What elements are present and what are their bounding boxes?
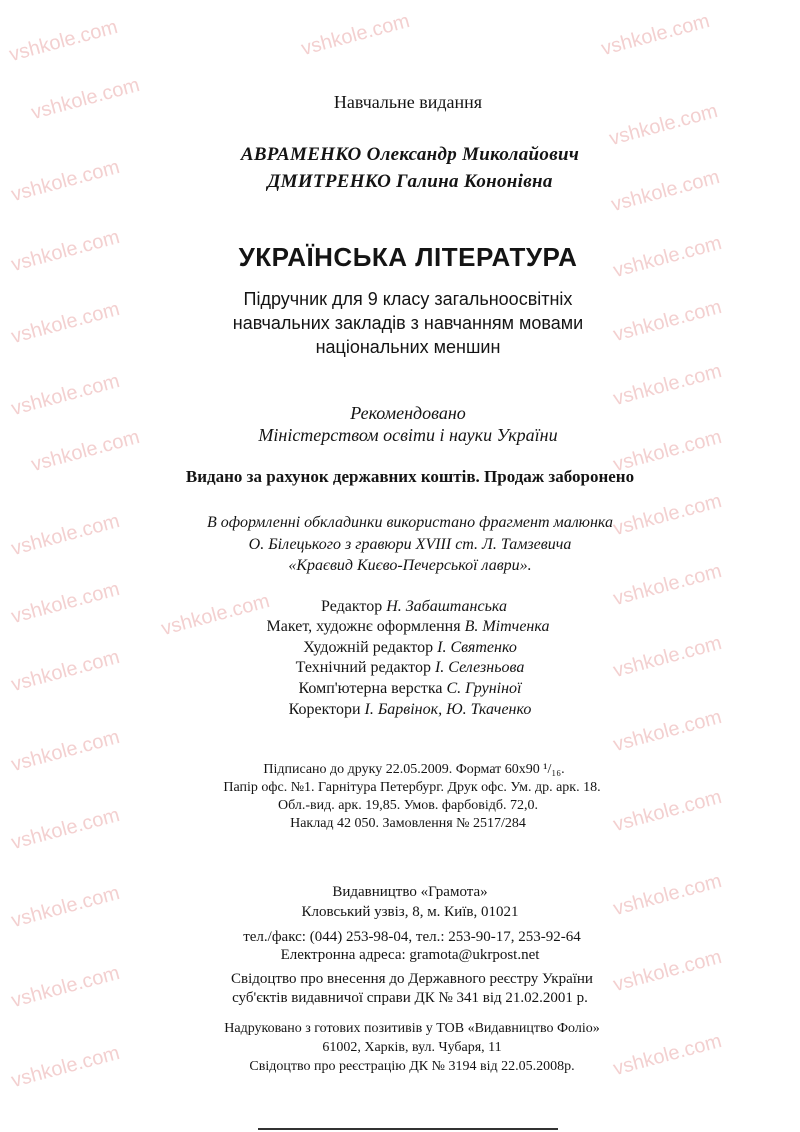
credit-role: Технічний редактор [295,659,431,676]
watermark: vshkole.com [610,232,724,283]
watermark: vshkole.com [610,1030,724,1081]
subtitle-line-2: навчальних закладів з навчанням мовами [232,313,584,333]
publisher-registry-2: суб'єктів видавничої справи ДК № 341 від 21.02.2001 р. [232,990,588,1006]
credit-person: В. Мітченка [464,618,550,635]
publisher-name: Видавництво «Грамота» [332,884,488,900]
watermark: vshkole.com [610,296,724,347]
publisher-registry-1: Свідоцтво про внесення до Державного реєстру України [231,971,593,987]
credit-layout [8,618,800,636]
watermark: vshkole.com [8,156,122,207]
imprint-type: Навчальне видання [333,92,483,112]
sale-notice: Видано за рахунок державних коштів. Продаж заборонено [185,467,635,486]
author-2: ДМИТРЕНКО Галина Кононівна [267,171,553,192]
credit-role: Коректори [288,701,361,718]
author-1: АВРАМЕНКО Олександр Миколайович [240,144,580,165]
credit-proofreaders [10,701,800,719]
subtitle-line-3: національних меншин [315,337,501,357]
book-title: УКРАЇНСЬКА ЛІТЕРАТУРА [238,242,578,272]
cover-note-line-2: О. Білецького з гравюри XVIII ст. Л. Тамзевича [248,536,572,553]
credit-person: С. Груніної [446,680,522,697]
watermark: vshkole.com [8,646,122,697]
watermark: vshkole.com [610,946,724,997]
credit-tech-editor [10,659,800,677]
watermark: vshkole.com [8,510,122,561]
printer-name: Надруковано з готових позитивів у ТОВ «Видавництво Фоліо» [224,1021,600,1036]
tech-spec-line-3: Обл.-вид. арк. 19,85. Умов. фарбовідб. 72,0. [277,798,539,813]
printer-address: 61002, Харків, вул. Чубаря, 11 [322,1040,502,1055]
recommendation-line-1: Рекомендовано [350,403,466,423]
credit-art-editor [10,639,800,657]
watermark: vshkole.com [610,706,724,757]
printer-registration: Свідоцтво про реєстрацію ДК № 3194 від 22.05.2008р. [249,1059,575,1074]
tech-spec-line-1: Підписано до друку 22.05.2009. Формат 60x90 ¹/₁₆. [263,762,565,777]
credit-role: Художній редактор [303,639,434,656]
credit-role: Редактор [321,598,383,615]
credit-typesetting [10,680,800,698]
publisher-phone: тел./факс: (044) 253-98-04, тел.: 253-90-17, 253-92-64 [243,929,581,945]
watermark: vshkole.com [610,632,724,683]
watermark: vshkole.com [610,560,724,611]
watermark: vshkole.com [8,298,122,349]
publisher-address: Кловський узвіз, 8, м. Київ, 01021 [301,904,519,920]
watermark: vshkole.com [610,426,724,477]
watermark: vshkole.com [298,10,412,61]
credit-person: Н. Забаштанська [386,598,507,615]
credit-person: І. Барвінок, Ю. Ткаченко [364,701,532,718]
watermark: vshkole.com [610,870,724,921]
watermark: vshkole.com [8,804,122,855]
watermark: vshkole.com [598,10,712,61]
watermark: vshkole.com [610,786,724,837]
subtitle-line-1: Підручник для 9 класу загальноосвітніх [243,289,573,309]
watermark: vshkole.com [8,1042,122,1093]
publisher-email: Електронна адреса: gramota@ukrpost.net [280,947,540,963]
watermark: vshkole.com [6,16,120,67]
watermark: vshkole.com [8,882,122,933]
cover-note-line-1: В оформленні обкладинки використано фрагмент малюнка [207,514,613,531]
bottom-rule [258,1128,558,1130]
credit-role: Макет, художнє оформлення [266,618,461,635]
credit-person: І. Селезньова [434,659,525,676]
watermark: vshkole.com [8,962,122,1013]
credit-person: І. Святенко [437,639,517,656]
watermark: vshkole.com [610,490,724,541]
watermark: vshkole.com [8,370,122,421]
watermark: vshkole.com [608,166,722,217]
watermark: vshkole.com [28,426,142,477]
tech-spec-line-2: Папір офс. №1. Гарнітура Петербург. Друк офс. Ум. др. арк. 18. [223,780,601,795]
watermark: vshkole.com [158,590,272,641]
watermark: vshkole.com [606,100,720,151]
watermark: vshkole.com [610,360,724,411]
cover-note-line-3: «Краєвид Києво-Печерської лаври». [288,557,532,574]
watermark: vshkole.com [8,226,122,277]
recommendation-line-2: Міністерством освіти і науки України [258,425,558,445]
watermark: vshkole.com [28,74,142,125]
watermark: vshkole.com [8,726,122,777]
credit-editor [14,598,800,616]
tech-spec-line-4: Наклад 42 050. Замовлення № 2517/284 [290,816,526,831]
watermark: vshkole.com [8,578,122,629]
credit-role: Комп'ютерна верстка [298,680,443,697]
